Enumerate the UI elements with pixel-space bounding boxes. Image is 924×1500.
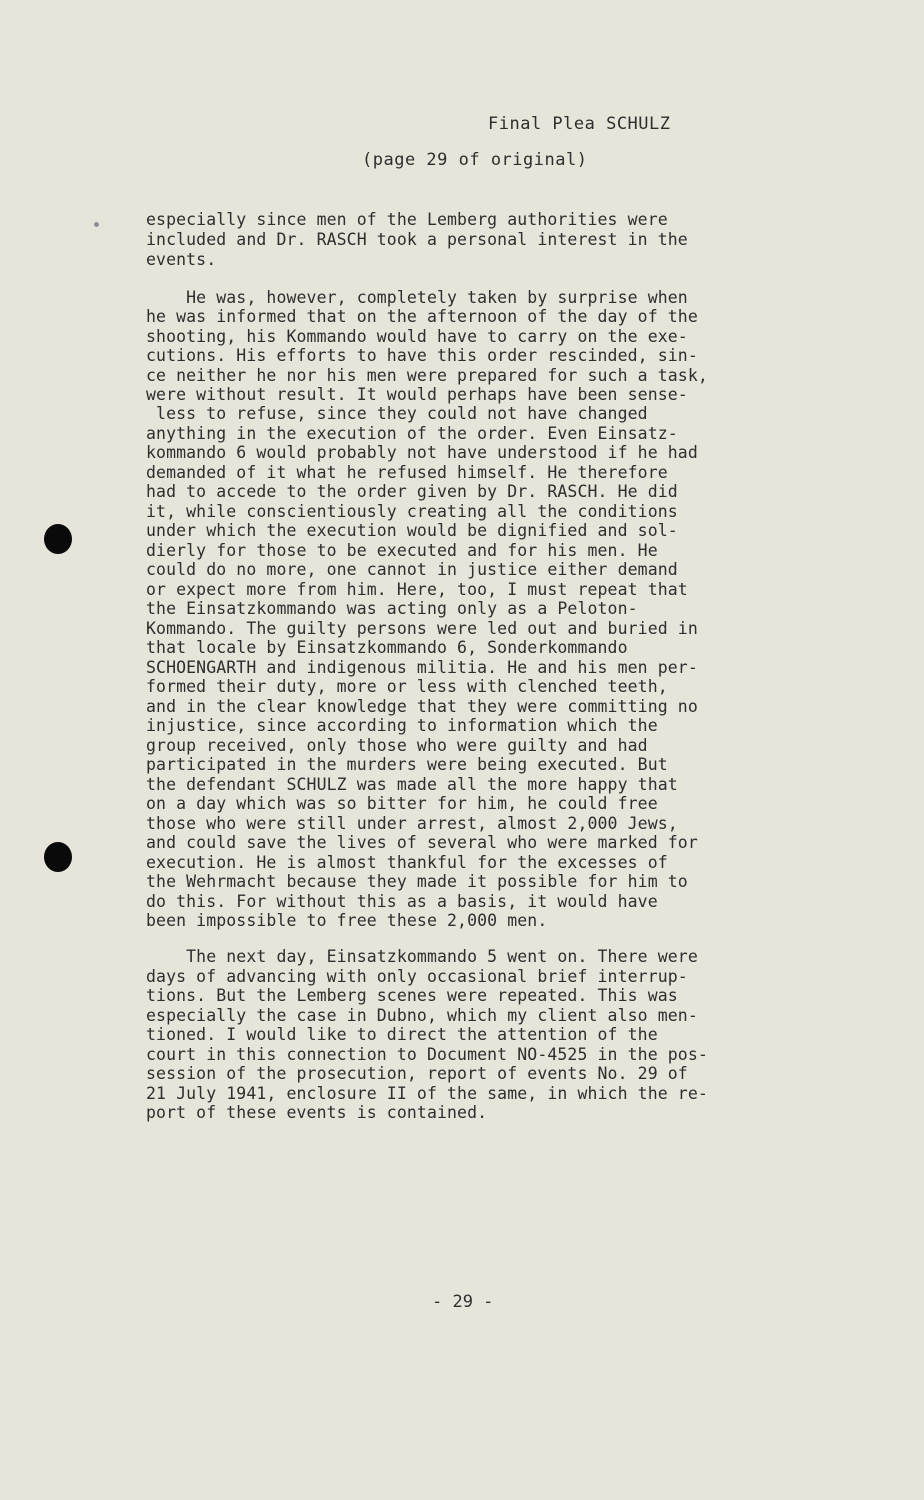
text-line: formed their duty, more or less with clenched teeth, bbox=[146, 677, 668, 696]
text-line: tioned. I would like to direct the attention of the bbox=[146, 1025, 658, 1044]
text-line: the defendant SCHULZ was made all the more happy that bbox=[146, 775, 678, 794]
text-line: that locale by Einsatzkommando 6, Sonderkommando bbox=[146, 638, 628, 657]
text-line: group received, only those who were guilty and had bbox=[146, 736, 648, 755]
text-line: on a day which was so bitter for him, he could free bbox=[146, 794, 658, 813]
text-line: had to accede to the order given by Dr. RASCH. He did bbox=[146, 482, 678, 501]
text-line: or expect more from him. Here, too, I must repeat that bbox=[146, 580, 688, 599]
ink-spot bbox=[94, 222, 99, 227]
text-line: and in the clear knowledge that they were committing no bbox=[146, 697, 698, 716]
text-line: events. bbox=[146, 250, 217, 269]
text-line: been impossible to free these 2,000 men. bbox=[146, 911, 548, 930]
text-line: court in this connection to Document NO-4525 in the pos- bbox=[146, 1045, 708, 1064]
text-line: he was informed that on the afternoon of the day of the bbox=[146, 307, 698, 326]
text-line: port of these events is contained. bbox=[146, 1103, 488, 1122]
text-line: dierly for those to be executed and for his men. He bbox=[146, 541, 658, 560]
text-line: the Einsatzkommando was acting only as a Peloton- bbox=[146, 599, 638, 618]
text-line: 21 July 1941, enclosure II of the same, in which the re- bbox=[146, 1084, 708, 1103]
text-line: He was, however, completely taken by surprise when bbox=[146, 288, 688, 307]
punch-hole-top bbox=[44, 524, 72, 554]
text-line: participated in the murders were being executed. But bbox=[146, 755, 668, 774]
text-line: less to refuse, since they could not have changed bbox=[146, 404, 648, 423]
text-line: the Wehrmacht because they made it possible for him to bbox=[146, 872, 688, 891]
text-line: Kommando. The guilty persons were led out and buried in bbox=[146, 619, 698, 638]
text-line: it, while conscientiously creating all the conditions bbox=[146, 502, 678, 521]
page-number: - 29 - bbox=[432, 1292, 494, 1312]
text-line: under which the execution would be dignified and sol- bbox=[146, 521, 678, 540]
text-line: ce neither he nor his men were prepared for such a task, bbox=[146, 366, 708, 385]
text-line: execution. He is almost thankful for the excesses of bbox=[146, 853, 668, 872]
text-line: demanded of it what he refused himself. He therefore bbox=[146, 463, 668, 482]
document-title: Final Plea SCHULZ bbox=[488, 114, 671, 134]
document-subtitle: (page 29 of original) bbox=[362, 150, 588, 170]
text-line: kommando 6 would probably not have understood if he had bbox=[146, 443, 698, 462]
text-line: do this. For without this as a basis, it would have bbox=[146, 892, 658, 911]
text-line: were without result. It would perhaps have been sense- bbox=[146, 385, 688, 404]
text-line: anything in the execution of the order. Even Einsatz- bbox=[146, 424, 678, 443]
text-line: especially since men of the Lemberg authorities were bbox=[146, 210, 668, 229]
text-line: those who were still under arrest, almost 2,000 Jews, bbox=[146, 814, 678, 833]
text-line: injustice, since according to information which the bbox=[146, 716, 658, 735]
text-line: days of advancing with only occasional brief interrup- bbox=[146, 967, 688, 986]
text-line: session of the prosecution, report of events No. 29 of bbox=[146, 1064, 688, 1083]
text-line: The next day, Einsatzkommando 5 went on. There were bbox=[146, 947, 698, 966]
text-line: shooting, his Kommando would have to carry on the exe- bbox=[146, 327, 688, 346]
text-line: especially the case in Dubno, which my client also men- bbox=[146, 1006, 698, 1025]
text-line: could do no more, one cannot in justice either demand bbox=[146, 560, 678, 579]
text-line: tions. But the Lemberg scenes were repeated. This was bbox=[146, 986, 678, 1005]
text-line: cutions. His efforts to have this order rescinded, sin- bbox=[146, 346, 698, 365]
punch-hole-bottom bbox=[44, 842, 72, 872]
text-line: SCHOENGARTH and indigenous militia. He and his men per- bbox=[146, 658, 698, 677]
text-line: included and Dr. RASCH took a personal interest in the bbox=[146, 230, 688, 249]
text-line: and could save the lives of several who were marked for bbox=[146, 833, 698, 852]
